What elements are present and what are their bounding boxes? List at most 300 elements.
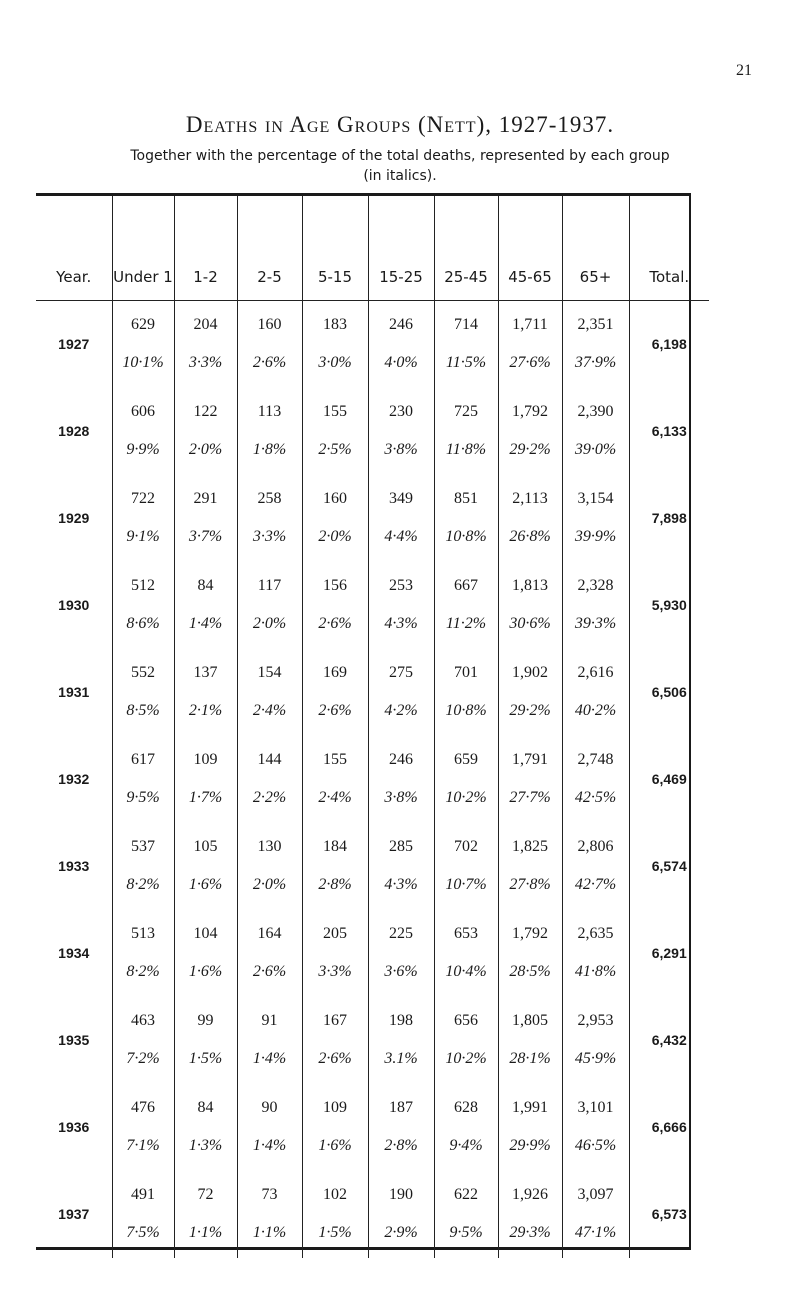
death-count: 167 — [323, 1012, 347, 1029]
data-cell — [498, 649, 562, 736]
data-cell — [434, 1171, 498, 1258]
death-count: 72 — [197, 1186, 214, 1203]
data-cell — [302, 475, 368, 562]
death-count: 629 — [131, 316, 155, 334]
death-count: 491 — [131, 1186, 155, 1203]
death-percentage: 3·8% — [384, 441, 418, 458]
table-row — [36, 562, 709, 649]
data-cell — [112, 475, 174, 562]
total-cell: 6,291 — [629, 910, 709, 997]
death-percentage: 29·3% — [509, 1224, 551, 1241]
death-percentage: 2·5% — [318, 441, 352, 458]
total-cell: 6,432 — [629, 997, 709, 1084]
death-percentage: 4·3% — [384, 876, 418, 893]
data-cell — [498, 1171, 562, 1258]
data-cell — [237, 562, 302, 649]
death-percentage: 2·0% — [188, 441, 223, 458]
header-row — [36, 196, 709, 301]
data-cell — [562, 1084, 629, 1171]
death-count: 725 — [454, 403, 478, 420]
death-percentage: 11·5% — [445, 354, 487, 372]
data-cell — [174, 823, 237, 910]
year-cell: 1936 — [58, 1119, 90, 1135]
table-body — [36, 301, 709, 1258]
data-cell — [562, 649, 629, 736]
death-percentage: 3·7% — [188, 528, 223, 545]
death-percentage: 10·8% — [445, 528, 487, 545]
death-count: 659 — [454, 751, 478, 768]
death-percentage: 8·2% — [126, 876, 160, 893]
year-cell: 1937 — [58, 1206, 90, 1222]
death-percentage: 42·5% — [574, 789, 617, 806]
death-count: 155 — [323, 751, 347, 768]
death-count: 606 — [131, 403, 155, 420]
table-row — [36, 301, 709, 388]
data-cell — [302, 910, 368, 997]
death-count: 622 — [454, 1186, 478, 1203]
death-count: 90 — [261, 1099, 278, 1116]
total-cell: 6,198 — [629, 301, 709, 388]
data-cell — [498, 301, 562, 388]
data-cell — [174, 997, 237, 1084]
death-count: 246 — [389, 316, 413, 334]
data-cell — [498, 1084, 562, 1171]
page-number: 21 — [736, 62, 752, 79]
death-count: 3,097 — [577, 1186, 614, 1203]
death-count: 130 — [257, 838, 282, 855]
death-count: 1,991 — [512, 1099, 548, 1116]
data-cell — [174, 301, 237, 388]
death-count: 291 — [193, 490, 218, 507]
data-cell — [302, 1171, 368, 1258]
data-cell — [112, 1171, 174, 1258]
data-cell — [237, 475, 302, 562]
death-count: 190 — [389, 1186, 413, 1203]
total-cell: 5,930 — [629, 562, 709, 649]
data-cell — [434, 736, 498, 823]
death-count: 204 — [193, 316, 218, 334]
death-count: 84 — [197, 1099, 214, 1116]
death-percentage: 4·4% — [384, 528, 418, 545]
death-count: 102 — [323, 1186, 347, 1203]
header-25-45: 25-45 — [434, 196, 498, 301]
death-count: 154 — [257, 664, 282, 681]
table-row — [36, 475, 709, 562]
death-percentage: 27·7% — [509, 789, 551, 806]
header-5-15: 5-15 — [302, 196, 368, 301]
data-cell — [562, 475, 629, 562]
death-count: 156 — [323, 577, 347, 594]
subtitle-line-2: (in italics). — [363, 168, 437, 184]
death-count: 552 — [131, 664, 155, 681]
data-cell — [368, 1084, 434, 1171]
death-count: 2,113 — [512, 490, 548, 507]
death-percentage: 1·5% — [318, 1224, 352, 1241]
death-percentage: 1·5% — [188, 1050, 223, 1067]
header-65-plus: 65+ — [562, 196, 629, 301]
death-percentage: 1·1% — [252, 1224, 287, 1241]
death-count: 84 — [197, 577, 214, 594]
total-cell: 6,574 — [629, 823, 709, 910]
subtitle — [0, 146, 800, 186]
death-count: 160 — [257, 316, 282, 334]
year-cell: 1928 — [58, 423, 90, 439]
data-cell — [498, 388, 562, 475]
data-cell — [302, 997, 368, 1084]
death-count: 187 — [389, 1099, 413, 1116]
death-percentage: 9·5% — [449, 1224, 483, 1241]
death-percentage: 9·4% — [449, 1137, 483, 1154]
data-cell — [112, 736, 174, 823]
death-percentage: 1·4% — [252, 1050, 287, 1067]
data-cell — [368, 388, 434, 475]
data-cell — [368, 823, 434, 910]
data-cell — [368, 562, 434, 649]
header-year: Year. — [36, 196, 112, 301]
death-count: 184 — [323, 838, 347, 855]
data-cell — [562, 997, 629, 1084]
data-cell — [174, 910, 237, 997]
death-count: 656 — [454, 1012, 478, 1029]
year-cell: 1929 — [58, 510, 90, 526]
data-cell — [174, 1084, 237, 1171]
data-cell — [562, 823, 629, 910]
data-cell — [237, 1171, 302, 1258]
death-percentage: 47·1% — [574, 1224, 617, 1241]
death-percentage: 28·1% — [509, 1050, 551, 1067]
death-count: 1,792 — [512, 403, 548, 420]
data-cell — [562, 301, 629, 388]
death-percentage: 27·8% — [509, 876, 551, 893]
death-count: 225 — [389, 925, 413, 942]
death-percentage: 10·2% — [445, 789, 487, 806]
total-cell: 6,573 — [629, 1171, 709, 1258]
data-cell — [434, 301, 498, 388]
death-percentage: 10·2% — [445, 1050, 487, 1067]
death-percentage: 7·5% — [126, 1224, 160, 1241]
year-cell: 1935 — [58, 1032, 90, 1048]
death-count: 164 — [257, 925, 282, 942]
death-count: 117 — [257, 577, 282, 594]
death-count: 109 — [323, 1099, 347, 1116]
death-percentage: 28·5% — [509, 963, 551, 980]
death-count: 349 — [389, 490, 413, 507]
death-percentage: 30·6% — [509, 615, 551, 632]
death-count: 2,635 — [577, 925, 614, 942]
death-count: 246 — [389, 751, 413, 768]
death-count: 512 — [131, 577, 155, 594]
death-percentage: 2·8% — [384, 1137, 418, 1154]
data-cell — [237, 910, 302, 997]
data-cell — [112, 823, 174, 910]
death-count: 1,926 — [512, 1186, 548, 1203]
death-percentage: 2·6% — [252, 963, 287, 980]
death-count: 653 — [454, 925, 478, 942]
table-row — [36, 910, 709, 997]
death-percentage: 39·9% — [574, 528, 617, 545]
death-percentage: 2·4% — [318, 789, 352, 806]
data-cell — [434, 388, 498, 475]
death-percentage: 2·9% — [384, 1224, 418, 1241]
total-cell: 6,506 — [629, 649, 709, 736]
year-cell: 1934 — [58, 945, 90, 961]
data-cell — [498, 910, 562, 997]
total-cell: 6,469 — [629, 736, 709, 823]
data-cell — [498, 475, 562, 562]
death-percentage: 10·7% — [445, 876, 487, 893]
data-cell — [112, 562, 174, 649]
death-count: 2,328 — [577, 577, 614, 594]
death-count: 2,806 — [577, 838, 614, 855]
table-row — [36, 388, 709, 475]
data-cell — [237, 1084, 302, 1171]
death-count: 258 — [257, 490, 282, 507]
death-percentage: 29·2% — [509, 702, 551, 719]
death-percentage: 40·2% — [574, 702, 617, 719]
death-count: 1,813 — [512, 577, 548, 594]
header-2-5: 2-5 — [237, 196, 302, 301]
data-cell — [112, 301, 174, 388]
death-count: 1,902 — [512, 664, 548, 681]
data-cell — [237, 823, 302, 910]
death-count: 253 — [389, 577, 413, 594]
death-percentage: 29·2% — [509, 441, 551, 458]
death-percentage: 41·8% — [574, 963, 617, 980]
total-cell: 7,898 — [629, 475, 709, 562]
death-percentage: 1·8% — [252, 441, 287, 458]
data-cell — [562, 910, 629, 997]
death-count: 513 — [131, 925, 155, 942]
data-cell — [302, 562, 368, 649]
data-cell — [498, 823, 562, 910]
death-count: 1,792 — [512, 925, 548, 942]
data-cell — [368, 1171, 434, 1258]
death-count: 476 — [131, 1099, 155, 1116]
death-count: 109 — [193, 751, 218, 768]
death-count: 183 — [323, 316, 347, 334]
data-cell — [498, 997, 562, 1084]
table-row — [36, 823, 709, 910]
death-percentage: 1·7% — [188, 789, 223, 806]
death-percentage: 3·8% — [384, 789, 418, 806]
death-count: 169 — [323, 664, 347, 681]
death-count: 1,805 — [512, 1012, 548, 1029]
death-count: 2,953 — [577, 1012, 614, 1029]
data-cell — [368, 736, 434, 823]
data-cell — [237, 997, 302, 1084]
data-cell — [434, 910, 498, 997]
deaths-table — [36, 196, 709, 1258]
data-cell — [368, 649, 434, 736]
year-cell: 1927 — [58, 336, 90, 353]
data-cell — [302, 301, 368, 388]
death-percentage: 4·2% — [384, 702, 418, 719]
death-count: 113 — [257, 403, 282, 420]
death-percentage: 8·2% — [126, 963, 160, 980]
data-cell — [434, 475, 498, 562]
death-percentage: 29·9% — [509, 1137, 551, 1154]
death-percentage: 2·2% — [252, 789, 287, 806]
data-cell — [434, 997, 498, 1084]
death-percentage: 2·0% — [252, 615, 287, 632]
death-percentage: 11·8% — [445, 441, 487, 458]
death-percentage: 2·0% — [318, 528, 352, 545]
data-cell — [174, 1171, 237, 1258]
death-percentage: 7·2% — [126, 1050, 160, 1067]
data-cell — [237, 388, 302, 475]
death-count: 702 — [454, 838, 478, 855]
death-count: 73 — [261, 1186, 278, 1203]
data-cell — [112, 649, 174, 736]
data-cell — [112, 388, 174, 475]
data-cell — [302, 736, 368, 823]
death-percentage: 3·3% — [318, 963, 352, 980]
death-percentage: 1·4% — [188, 615, 223, 632]
data-cell — [562, 562, 629, 649]
death-count: 2,748 — [577, 751, 614, 768]
year-cell: 1931 — [58, 684, 90, 700]
death-percentage: 8·6% — [126, 615, 160, 632]
death-count: 463 — [131, 1012, 155, 1029]
header-total: Total. — [629, 196, 709, 301]
death-count: 155 — [323, 403, 347, 420]
data-cell — [562, 736, 629, 823]
death-count: 285 — [389, 838, 413, 855]
death-percentage: 2·0% — [252, 876, 287, 893]
death-percentage: 8·5% — [126, 702, 160, 719]
page-title: Deaths in Age Groups (Nett), 1927-1937. — [185, 112, 615, 137]
death-percentage: 2·6% — [318, 702, 352, 719]
data-cell — [434, 823, 498, 910]
subtitle-line-1: Together with the percentage of the total deaths, represented by each group — [130, 148, 670, 164]
data-cell — [498, 736, 562, 823]
data-cell — [368, 997, 434, 1084]
death-percentage: 2·6% — [318, 1050, 352, 1067]
data-cell — [174, 388, 237, 475]
death-percentage: 37·9% — [574, 354, 617, 372]
header-1-2: 1-2 — [174, 196, 237, 301]
data-cell — [237, 301, 302, 388]
death-count: 99 — [197, 1012, 214, 1029]
death-count: 714 — [454, 316, 478, 334]
death-count: 701 — [454, 664, 478, 681]
data-cell — [498, 562, 562, 649]
death-percentage: 4·3% — [384, 615, 418, 632]
deaths-table-container — [36, 193, 691, 1250]
data-cell — [237, 649, 302, 736]
death-percentage: 27·6% — [509, 354, 551, 372]
data-cell — [174, 475, 237, 562]
death-percentage: 2·6% — [318, 615, 352, 632]
data-cell — [112, 910, 174, 997]
death-percentage: 3·3% — [188, 354, 223, 372]
data-cell — [562, 1171, 629, 1258]
total-cell: 6,666 — [629, 1084, 709, 1171]
death-percentage: 9·1% — [126, 528, 160, 545]
death-percentage: 3·3% — [252, 528, 287, 545]
year-cell: 1933 — [58, 858, 90, 874]
table-row — [36, 649, 709, 736]
data-cell — [434, 562, 498, 649]
death-count: 617 — [131, 751, 155, 768]
death-percentage: 26·8% — [509, 528, 551, 545]
death-count: 851 — [454, 490, 478, 507]
data-cell — [562, 388, 629, 475]
death-percentage: 39·3% — [574, 615, 617, 632]
death-count: 628 — [454, 1099, 478, 1116]
death-percentage: 42·7% — [574, 876, 617, 893]
year-cell: 1930 — [58, 597, 90, 613]
death-percentage: 46·5% — [574, 1137, 617, 1154]
data-cell — [368, 475, 434, 562]
header-45-65: 45-65 — [498, 196, 562, 301]
death-percentage: 9·9% — [126, 441, 160, 458]
death-count: 137 — [193, 664, 218, 681]
data-cell — [174, 736, 237, 823]
year-cell: 1932 — [58, 771, 90, 787]
death-percentage: 1·4% — [252, 1137, 287, 1154]
total-cell: 6,133 — [629, 388, 709, 475]
data-cell — [434, 649, 498, 736]
death-percentage: 10·8% — [445, 702, 487, 719]
death-count: 230 — [389, 403, 413, 420]
death-count: 2,390 — [577, 403, 614, 420]
table-row — [36, 1084, 709, 1171]
table-row — [36, 997, 709, 1084]
data-cell — [302, 388, 368, 475]
death-percentage: 1·6% — [188, 876, 223, 893]
death-percentage: 39·0% — [574, 441, 617, 458]
death-count: 205 — [323, 925, 347, 942]
death-percentage: 2·4% — [252, 702, 287, 719]
death-count: 160 — [323, 490, 347, 507]
death-count: 1,791 — [512, 751, 548, 768]
death-percentage: 45·9% — [574, 1050, 617, 1067]
death-percentage: 2·6% — [252, 354, 287, 372]
death-percentage: 1·6% — [188, 963, 223, 980]
data-cell — [302, 649, 368, 736]
death-percentage: 10·1% — [122, 354, 164, 372]
death-count: 144 — [257, 751, 282, 768]
death-count: 1,825 — [512, 838, 548, 855]
data-cell — [174, 649, 237, 736]
death-percentage: 9·5% — [126, 789, 160, 806]
data-cell — [237, 736, 302, 823]
death-percentage: 3·6% — [384, 963, 418, 980]
data-cell — [302, 823, 368, 910]
death-count: 3,101 — [577, 1099, 614, 1116]
death-percentage: 4·0% — [384, 354, 418, 372]
data-cell — [174, 562, 237, 649]
death-count: 722 — [131, 490, 155, 507]
death-count: 105 — [193, 838, 218, 855]
data-cell — [368, 910, 434, 997]
death-percentage: 3·0% — [318, 354, 352, 372]
death-count: 275 — [389, 664, 413, 681]
death-count: 3,154 — [577, 490, 614, 507]
header-15-25: 15-25 — [368, 196, 434, 301]
death-count: 198 — [389, 1012, 413, 1029]
data-cell — [302, 1084, 368, 1171]
table-row — [36, 736, 709, 823]
death-count: 667 — [454, 577, 478, 594]
death-percentage: 7·1% — [126, 1137, 160, 1154]
death-percentage: 1·3% — [188, 1137, 223, 1154]
death-count: 122 — [193, 403, 218, 420]
death-percentage: 1·1% — [188, 1224, 223, 1241]
data-cell — [112, 997, 174, 1084]
table-row — [36, 1171, 709, 1258]
